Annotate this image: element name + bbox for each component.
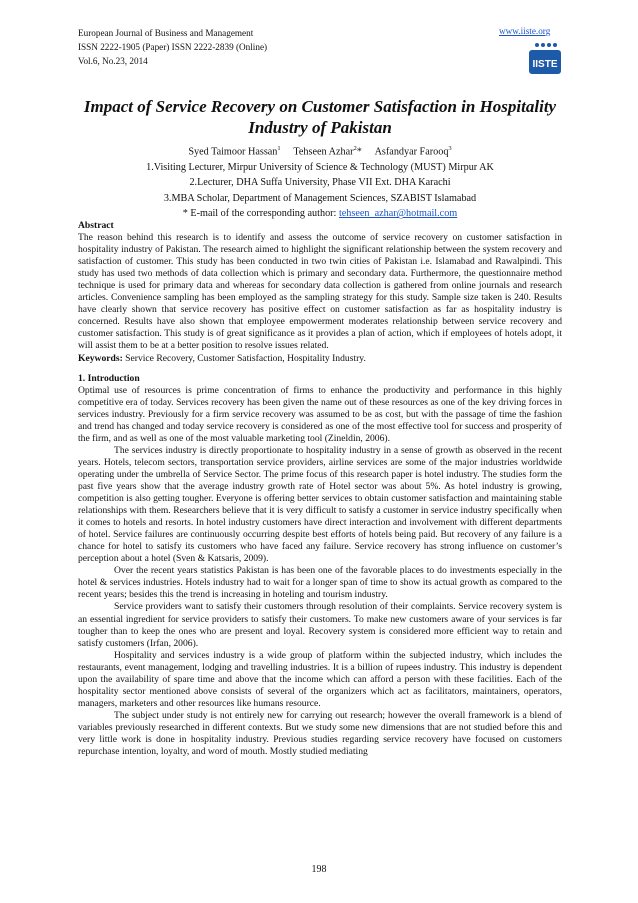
author-block bbox=[80, 141, 560, 222]
keywords bbox=[78, 353, 562, 365]
iiste-logo bbox=[528, 41, 562, 75]
email-link[interactable]: tehseen_azhar@hotmail.com bbox=[338, 208, 458, 220]
intro-paragraph-3: Over the recent years statistics Pakistan is has been one of the favorable places to do investments especially in the hotel & services industries. Hotels industry had to wait for a longer span of time to show its actual growth as compared to the recent years; besides this the trend is increasing in hoteling and tourism industry. bbox=[78, 565, 562, 601]
paper-body bbox=[78, 220, 562, 758]
author-2-sup: 2 bbox=[353, 145, 357, 152]
intro-paragraph-5: Hospitality and services industry is a wide group of platform within the subjected industry, which includes the restaurants, event management, lodging and travelling industries. It is a billion of rupees industry. This industry is dependent upon the availability of spare time and above that the income which can afford a person with these facilities. Each of the hospitality sector mentioned above consists of several of the organizers which act as facilitators, maintainers, operators, managers, marketers and other resources like humans resource. bbox=[78, 649, 562, 709]
page-number: 198 bbox=[311, 864, 327, 875]
intro-paragraph-2: The services industry is directly proportionate to hospitality industry in a sense of growth as observed in the recent years. Hotels, telecom sectors, transportation service providers, airline services are some of the major industries worldwide operating under the umbrella of Service Sector. The prime focus of this research paper is hotel industry. The studies form the past five years show that the average industry growth rate of Hotel sector was about 5%. As hotel industry is growing, competition is also getting tougher. Everyone is offering better services to obtain customer satisfaction and maintaining stable relationships with them. Researchers believe that it is very difficult to satisfy a customer in service industry specifically when it comes to hotels and resorts. In hotel industry customers have direct interaction and involvement with different departments of hotel. Service failures are continuously occurring despite best efforts of hotels being paid. But recovery of any failure is a chance for hotel to satisfy its customers who have faced any failure. Service recovery has strong influence on customer’s perception about a hotel (Sven & Katsaris, 2009). bbox=[78, 444, 562, 565]
paper-title: Impact of Service Recovery on Customer Satisfaction in Hospitality Industry of Pakistan bbox=[83, 97, 557, 137]
author-3-sup: 3 bbox=[448, 145, 452, 152]
author-3: Asfandyar Farooq bbox=[374, 146, 449, 158]
intro-paragraph-6: The subject under study is not entirely new for carrying out research; however the overall framework is a blend of variables previously researched in different contexts. But we study some new dimensions that are not studied before this and very little work is done in hospitality industry. Previous studies regarding service recovery have focused on customers repurchase intention, loyalty, and word of mouth. Mostly studied mediating bbox=[78, 709, 562, 758]
abstract-text: The reason behind this research is to identify and assess the outcome of service recovery on customer satisfaction in hospitality industry of Pakistan. The research aimed to highlight the significant relationship between the system recovery and satisfaction of customer. This study has been conducted in two twin cities of Pakistan i.e. Islamabad and Rawalpindi. This study has used two methods of data collection which is primary and secondary data. Furthermore, the questionnaire method technique is used for primary data and whereas for secondary data collection is gathered from online journals and research articles. Convenience sampling has been employed as the sampling strategy for this study. Sample size taken is 240. Results have clearly shown that service recovery has positive effect on customer satisfaction as far as hospitality industry is concerned. Results have also shown that employee empowerment moderates relationship between service recovery and customer satisfaction. This study is of great significance as it provides a plan of action, which if employees of hotels adopt, it will assist them to be at a better position to resolve issues related. bbox=[78, 232, 562, 352]
affiliation-2: 2.Lecturer, DHA Suffa University, Phase VII Ext. DHA Karachi bbox=[189, 177, 451, 189]
journal-header bbox=[78, 26, 267, 68]
introduction-heading: 1. Introduction bbox=[78, 372, 140, 384]
journal-volume: Vol.6, No.23, 2014 bbox=[78, 56, 148, 66]
corresponding-label: * E-mail of the corresponding author: bbox=[182, 208, 339, 220]
author-1-sup: 1 bbox=[277, 145, 281, 152]
author-line bbox=[80, 141, 560, 160]
journal-name: European Journal of Business and Management bbox=[78, 28, 254, 38]
corresponding-mark: * bbox=[356, 146, 362, 158]
journal-website-link[interactable]: www.iiste.org bbox=[499, 26, 551, 36]
keywords-label: Keywords: bbox=[78, 352, 123, 364]
logo-text: IISTE bbox=[532, 59, 558, 70]
keywords-text: Service Recovery, Customer Satisfaction, Hospitality Industry. bbox=[125, 352, 366, 364]
intro-paragraph-4: Service providers want to satisfy their customers through resolution of their complaints. Service recovery system is an essential ingredient for service providers to satisfy their customers. To make new customers aware of your services is far tougher than to keep the ones who are present and loyal. Recovery system is considered more efficient way to retain and satisfy customers (Irfan, 2006). bbox=[78, 601, 562, 649]
author-2: Tehseen Azhar bbox=[293, 146, 354, 158]
author-1: Syed Taimoor Hassan bbox=[188, 146, 278, 158]
affiliation-1: 1.Visiting Lecturer, Mirpur University of Science & Technology (MUST) Mirpur AK bbox=[146, 161, 494, 173]
journal-issn: ISSN 2222-1905 (Paper) ISSN 2222-2839 (Online) bbox=[78, 42, 268, 52]
affiliation-3: 3.MBA Scholar, Department of Management Sciences, SZABIST Islamabad bbox=[163, 192, 477, 204]
intro-paragraph-1: Optimal use of resources is prime concentration of firms to enhance the productivity and performance in this highly competitive era of today. Services recovery has been given the name out of these resources as one of the key driving forces in services industry. Previously for a firm service recovery was assumed to be as cost, but with the passage of time the fashion and trend has changed and today service recovery is considered as one of the most effective tool for success and prosperity of the firm, and as well as one of the most valuable marketing tool (Zineldin, 2006). bbox=[78, 384, 562, 444]
abstract-heading: Abstract bbox=[78, 220, 114, 231]
